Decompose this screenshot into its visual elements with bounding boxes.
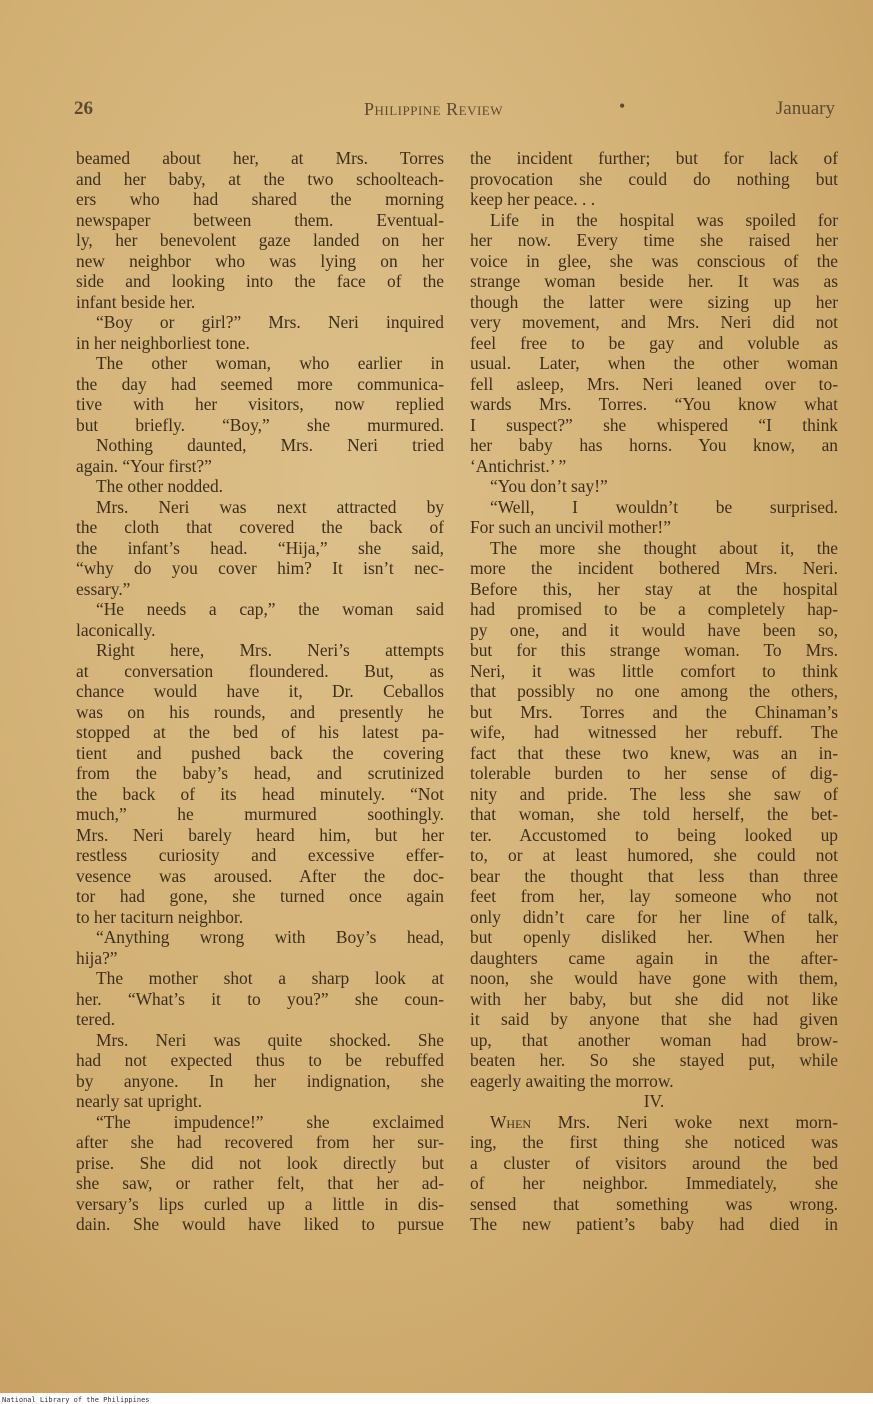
text-line: had promised to be a completely hap- xyxy=(470,599,838,619)
text-line: feet from her, lay someone who not xyxy=(470,886,838,906)
text-line: in her neighborliest tone. xyxy=(76,332,250,353)
text-line: side and looking into the face of the xyxy=(76,271,444,291)
text-line: ‘Antichrist.’ ” xyxy=(470,455,567,476)
text-line: versary’s lips curled up a little in dis- xyxy=(76,1193,444,1214)
text-line: The other woman, who earlier in xyxy=(96,353,444,373)
text-line: was on his rounds, and presently he xyxy=(76,701,444,722)
text-line: to, or at least humored, she could not xyxy=(470,845,838,865)
text-line: I suspect?” she whispered “I think xyxy=(470,414,838,435)
text-line: The new patient’s baby had died in xyxy=(470,1214,838,1234)
text-line: tor had gone, she turned once again xyxy=(76,886,444,906)
text-line: but for this strange woman. To Mrs. xyxy=(470,640,838,660)
text-line: feel free to be gay and voluble as xyxy=(470,332,838,353)
text-line: wife, had witnessed her rebuff. The xyxy=(470,722,838,742)
text-line: after she had recovered from her sur- xyxy=(76,1132,444,1152)
text-line: from the baby’s head, and scrutinized xyxy=(76,763,444,783)
text-line: noon, she would have gone with them, xyxy=(470,968,838,988)
text-line: Nothing daunted, Mrs. Neri tried xyxy=(96,435,444,455)
left-column xyxy=(76,148,444,1235)
journal-title: Philippine Review xyxy=(364,99,503,119)
text-line: prise. She did not look directly but xyxy=(76,1152,444,1173)
text-line: the incident further; but for lack of xyxy=(470,148,838,168)
text-line: “why do you cover him? It isn’t nec- xyxy=(76,558,444,578)
section-heading: IV. xyxy=(643,1091,665,1111)
text-line: much,” he murmured soothingly. xyxy=(76,804,444,824)
page-number: 26 xyxy=(74,98,93,119)
text-line: Before this, her stay at the hospital xyxy=(470,578,838,599)
text-line: the day had seemed more communica- xyxy=(76,373,444,394)
text-line: The other nodded. xyxy=(96,476,224,496)
text-line: bear the thought that less than three xyxy=(470,865,838,886)
text-line: with her baby, but she did not like xyxy=(470,988,838,1009)
text-line: fact that these two knew, was an in- xyxy=(470,742,838,763)
text-line: Neri, it was little comfort to think xyxy=(470,660,838,681)
text-line: “Well, I wouldn’t be surprised. xyxy=(490,496,838,517)
text-line: vesence was aroused. After the doc- xyxy=(76,865,444,886)
text-line: ers who had shared the morning xyxy=(76,189,444,209)
text-line: very movement, and Mrs. Neri did not xyxy=(470,312,838,332)
text-line: “Boy or girl?” Mrs. Neri inquired xyxy=(96,312,444,332)
text-line: that possibly no one among the others, xyxy=(470,681,838,701)
text-line: restless curiosity and excessive effer- xyxy=(76,845,444,865)
text-line: more the incident bothered Mrs. Neri. xyxy=(470,558,838,578)
text-line: the back of its head minutely. “Not xyxy=(76,783,444,804)
text-line: but briefly. “Boy,” she murmured. xyxy=(76,414,444,435)
text-line: beamed about her, at Mrs. Torres xyxy=(76,148,444,168)
text-line: Right here, Mrs. Neri’s attempts xyxy=(96,640,444,660)
text-line: When Mrs. Neri woke next morn- xyxy=(490,1111,838,1132)
text-line: “You don’t say!” xyxy=(490,476,608,496)
text-line: her. “What’s it to you?” she coun- xyxy=(76,988,444,1009)
text-line: Mrs. Neri barely heard him, but her xyxy=(76,824,444,845)
text-line: strange woman beside her. It was as xyxy=(470,271,838,291)
text-line: of her neighbor. Immediately, she xyxy=(470,1173,838,1193)
text-line: wards Mrs. Torres. “You know what xyxy=(470,394,838,414)
text-line: she saw, or rather felt, that her ad- xyxy=(76,1173,444,1193)
text-line: essary.” xyxy=(76,578,131,599)
text-line: “The impudence!” she exclaimed xyxy=(96,1111,444,1132)
text-line: eagerly awaiting the morrow. xyxy=(470,1070,674,1091)
text-line: by anyone. In her indignation, she xyxy=(76,1070,444,1091)
text-line: her now. Every time she raised her xyxy=(470,230,838,250)
text-line: Mrs. Neri was next attracted by xyxy=(96,496,444,517)
right-column xyxy=(470,148,838,1235)
text-line: provocation she could do nothing but xyxy=(470,168,838,189)
text-line: tive with her visitors, now replied xyxy=(76,394,444,414)
running-header xyxy=(74,98,835,124)
text-line: tient and pushed back the covering xyxy=(76,742,444,763)
text-line: nity and pride. The less she saw of xyxy=(470,783,838,804)
text-line: ing, the first thing she noticed was xyxy=(470,1132,838,1152)
text-line: py one, and it would have been so, xyxy=(470,619,838,640)
text-line: keep her peace. . . xyxy=(470,189,596,209)
text-line: tered. xyxy=(76,1009,116,1029)
text-line: newspaper between them. Eventual- xyxy=(76,209,444,230)
text-line: voice in glee, she was conscious of the xyxy=(470,250,838,271)
text-line: to her taciturn neighbor. xyxy=(76,906,244,927)
text-line: it said by anyone that she had given xyxy=(470,1009,838,1029)
text-line: hija?” xyxy=(76,947,118,968)
text-line: her baby has horns. You know, an xyxy=(470,435,838,455)
text-line: Life in the hospital was spoiled for xyxy=(490,209,838,230)
text-line: only didn’t care for her line of talk, xyxy=(470,906,838,927)
text-line: the infant’s head. “Hija,” she said, xyxy=(76,537,444,558)
text-line: but Mrs. Torres and the Chinaman’s xyxy=(470,701,838,722)
text-line: dain. She would have liked to pursue xyxy=(76,1214,444,1234)
text-line: nearly sat upright. xyxy=(76,1091,203,1111)
text-line: the cloth that covered the back of xyxy=(76,517,444,537)
text-line: a cluster of visitors around the bed xyxy=(470,1152,838,1173)
text-line: that woman, she told herself, the bet- xyxy=(470,804,838,824)
text-line: laconically. xyxy=(76,619,156,640)
text-line: tolerable burden to her sense of dig- xyxy=(470,763,838,783)
text-line: sensed that something was wrong. xyxy=(470,1193,838,1214)
text-line: The mother shot a sharp look at xyxy=(96,968,444,988)
text-line: though the latter were sizing up her xyxy=(470,291,838,312)
text-line: had not expected thus to be rebuffed xyxy=(76,1050,444,1070)
text-line: but openly disliked her. When her xyxy=(470,927,838,947)
header-bullet: • xyxy=(619,96,626,116)
text-line: again. “Your first?” xyxy=(76,455,212,476)
text-line: ter. Accustomed to being looked up xyxy=(470,824,838,845)
text-line: ly, her benevolent gaze landed on her xyxy=(76,230,444,250)
text-line: chance would have it, Dr. Ceballos xyxy=(76,681,444,701)
text-line: The more she thought about it, the xyxy=(490,537,838,558)
text-line: “He needs a cap,” the woman said xyxy=(96,599,444,619)
text-line: stopped at the bed of his latest pa- xyxy=(76,722,444,742)
text-line: new neighbor who was lying on her xyxy=(76,250,444,271)
text-line: infant beside her. xyxy=(76,291,196,312)
text-line: fell asleep, Mrs. Neri leaned over to- xyxy=(470,373,838,394)
text-line: and her baby, at the two schoolteach- xyxy=(76,168,444,189)
text-line: usual. Later, when the other woman xyxy=(470,353,838,373)
text-line: at conversation floundered. But, as xyxy=(76,660,444,681)
text-line: Mrs. Neri was quite shocked. She xyxy=(96,1029,444,1050)
issue-month: January xyxy=(775,98,835,119)
text-line: “Anything wrong with Boy’s head, xyxy=(96,927,444,947)
text-line: daughters came again in the after- xyxy=(470,947,838,968)
library-credit: National Library of the Philippines xyxy=(2,1396,150,1404)
text-line: beaten her. So she stayed put, while xyxy=(470,1050,838,1070)
text-line: For such an uncivil mother!” xyxy=(470,517,671,537)
text-line: up, that another woman had brow- xyxy=(470,1029,838,1050)
